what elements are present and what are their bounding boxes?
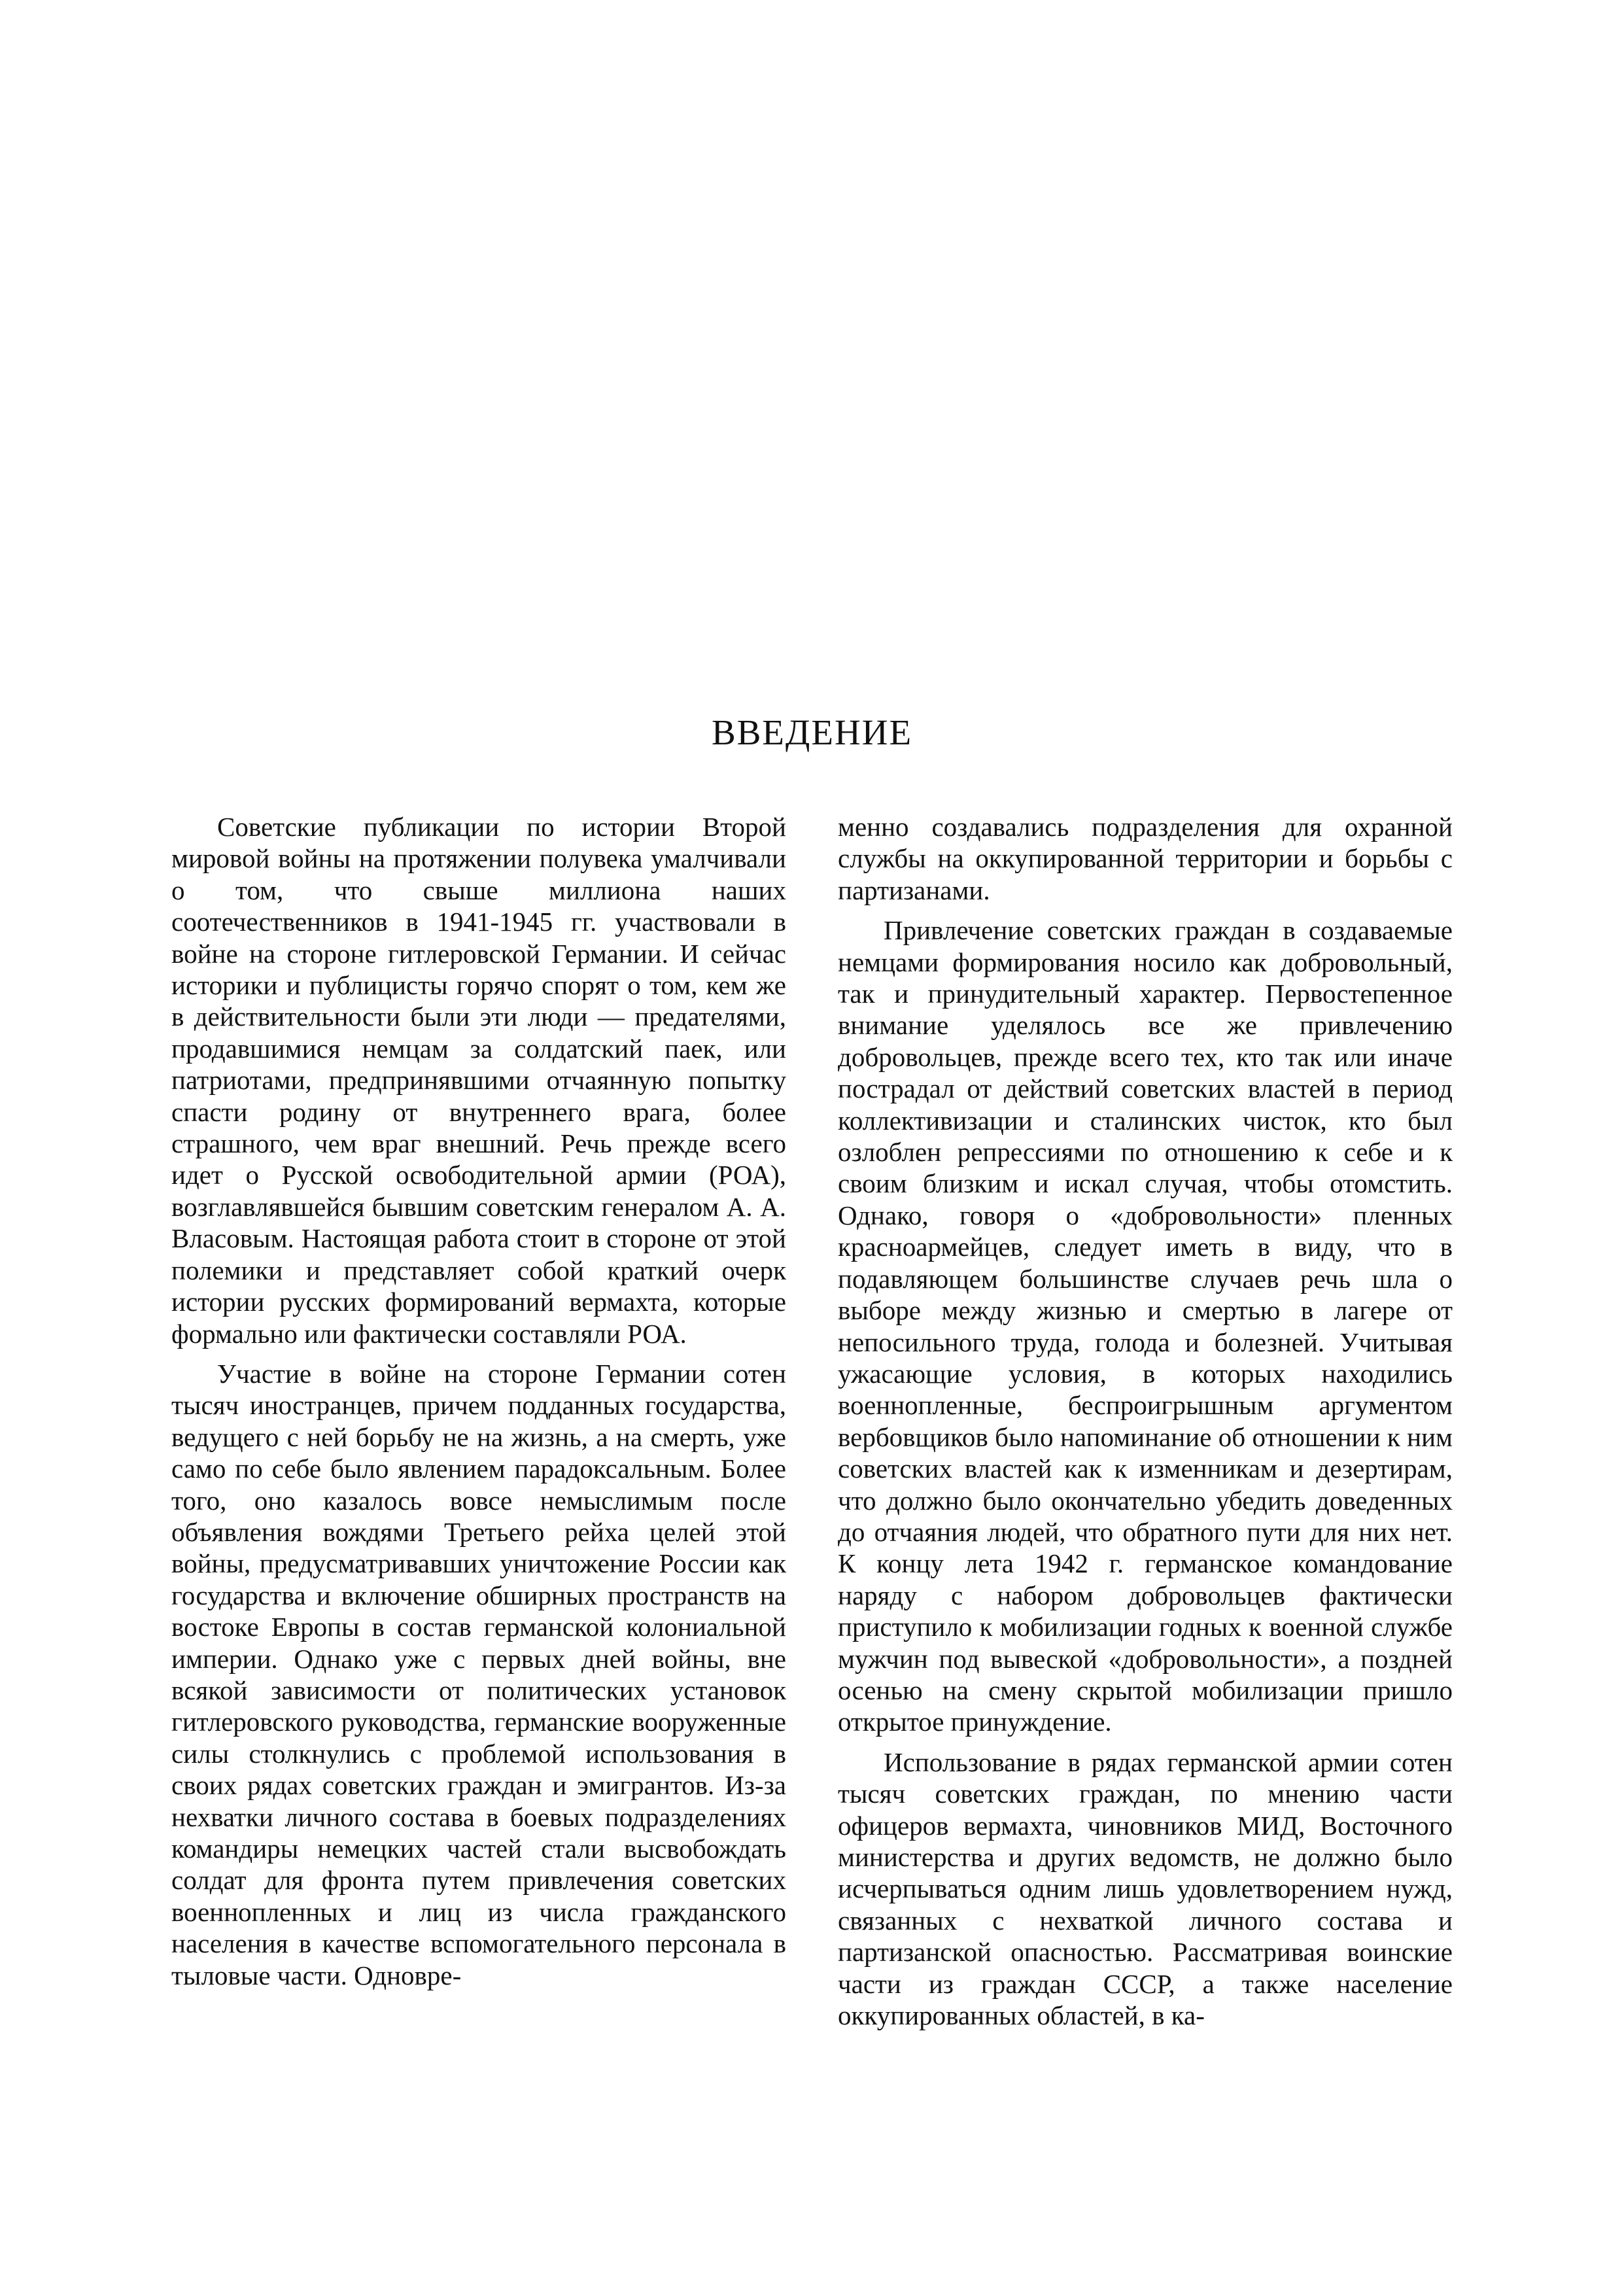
paragraph: Привлечение советских граждан в создаваемые немцами формирования носило как добровольный, так и принудительный характер. Первостепенное внимание уделялось все же привлечению добровольцев, прежде всего тех, кто так или иначе пострадал от действий советских властей в период коллективизации и сталинских чисток, кто был озлоблен репрессиями по отношению к себе и к своим близким и искал случая, чтобы отомстить. Однако, говоря о «добровольности» пленных красноармейцев, следует иметь в виду, что в подавляющем большинстве случаев речь шла о выборе между жизнью и смертью в лагере от непосильного труда, голода и болезней. Учитывая ужасающие условия, в которых находились военнопленные, беспроигрышным аргументом вербовщиков было напоминание об отношении к ним советских властей как к изменникам и дезертирам, что должно было окончательно убедить доведенных до отчаяния людей, что обратного пути для них нет. К концу лета 1942 г. германское командование наряду с набором добровольцев фактически приступило к мобилизации годных к военной службе мужчин под вывеской «добровольности», а поздней осенью на смену скрытой мобилизации пришло открытое принуждение.: [838, 915, 1453, 1737]
page-title: ВВЕДЕНИЕ: [711, 712, 913, 752]
left-column: [171, 811, 786, 1991]
paragraph-continuation: менно создавались подразделения для охранной службы на оккупированной территории и борьбы с партизанами.: [838, 812, 1453, 905]
paragraph: Советские публикации по истории Второй мировой войны на протяжении полувека умалчивали о том, что свыше миллиона наших соотечественников в 1941-1945 гг. участвовали в войне на стороне гитлеровской Германии. И сейчас историки и публицисты горячо спорят о том, кем же в действительности были эти люди — предателями, продавшимися немцам за солдатский паек, или патриотами, предпринявшими отчаянную попытку спасти родину от внутреннего врага, более страшного, чем враг внешний. Речь прежде всего идет о Русской освободительной армии (РОА), возглавлявшейся бывшим советским генералом А. А. Власовым. Настоящая работа стоит в стороне от этой полемики и представляет собой краткий очерк истории русских формирований вермахта, которые формально или фактически составляли РОА.: [171, 812, 786, 1349]
right-column: [838, 811, 1453, 2031]
paragraph: Участие в войне на стороне Германии сотен тысяч иностранцев, причем подданных государства, ведущего с ней борьбу не на жизнь, а на смерть, уже само по себе было явлением парадоксальным. Более того, оно казалось вовсе немыслимым после объявления вождями Третьего рейха целей этой войны, предусматривавших уничтожение России как государства и включение обширных пространств на востоке Европы в состав германской колониальной империи. Однако уже с первых дней войны, вне всякой зависимости от политических установок гитлеровского руководства, германские вооруженные силы столкнулись с проблемой использования в своих рядах советских граждан и эмигрантов. Из-за нехватки личного состава в боевых подразделениях командиры немецких частей стали высвобождать солдат для фронта путем привлечения советских военнопленных и лиц из числа гражданского населения в качестве вспомогательного персонала в тыловые части. Одновре-: [171, 1358, 786, 1990]
paragraph: Использование в рядах германской армии сотен тысяч советских граждан, по мнению части офицеров вермахта, чиновников МИД, Восточного министерства и других ведомств, не должно было исчерпываться одним лишь удовлетворением нужд, связанных с нехваткой личного состава и партизанской опасностью. Рассматривая воинские части из граждан СССР, а также население оккупированных областей, в ка-: [838, 1746, 1453, 2031]
